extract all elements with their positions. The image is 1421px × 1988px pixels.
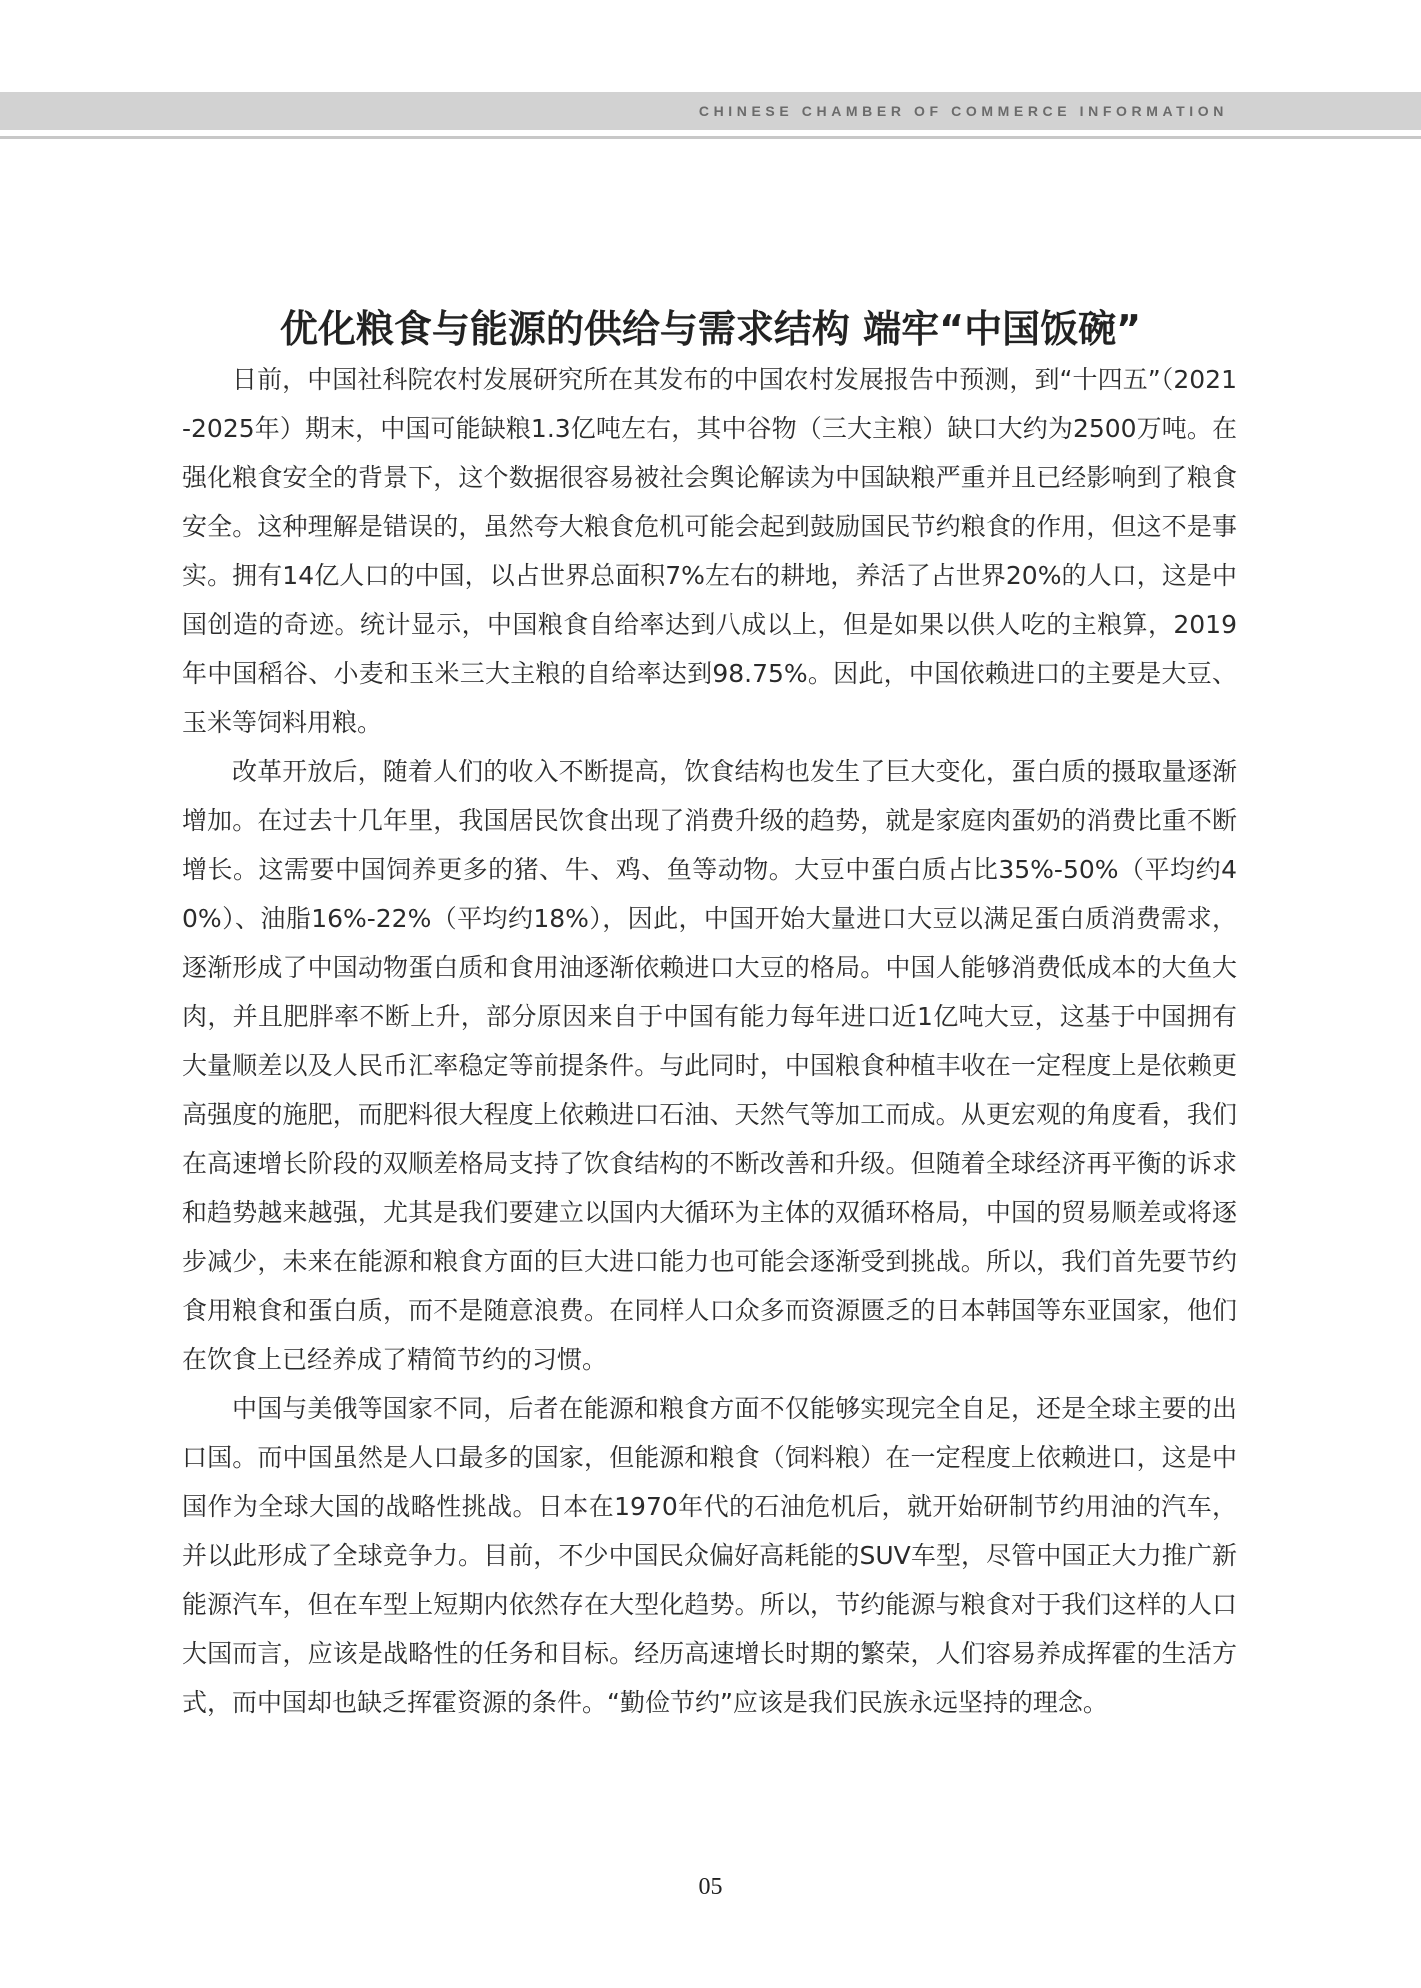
- paragraph: 改革开放后，随着人们的收入不断提高，饮食结构也发生了巨大变化，蛋白质的摄取量逐渐增加。在过去十几年里，我国居民饮食出现了消费升级的趋势，就是家庭肉蛋奶的消费比重不断增长。这需要中国饲养更多的猪、牛、鸡、鱼等动物。大豆中蛋白质占比35%-50%（平均约40%）、油脂16%-22%（平均约18%），因此，中国开始大量进口大豆以满足蛋白质消费需求，逐渐形成了中国动物蛋白质和食用油逐渐依赖进口大豆的格局。中国人能够消费低成本的大鱼大肉，并且肥胖率不断上升，部分原因来自于中国有能力每年进口近1亿吨大豆，这基于中国拥有大量顺差以及人民币汇率稳定等前提条件。与此同时，中国粮食种植丰收在一定程度上是依赖更高强度的施肥，而肥料很大程度上依赖进口石油、天然气等加工而成。从更宏观的角度看，我们在高速增长阶段的双顺差格局支持了饮食结构的不断改善和升级。但随着全球经济再平衡的诉求和趋势越来越强，尤其是我们要建立以国内大循环为主体的双循环格局，中国的贸易顺差或将逐步减少，未来在能源和粮食方面的巨大进口能力也可能会逐渐受到挑战。所以，我们首先要节约食用粮食和蛋白质，而不是随意浪费。在同样人口众多而资源匮乏的日本韩国等东亚国家，他们在饮食上已经养成了精简节约的习惯。: [182, 757, 1237, 1374]
- article-title: 优化粮食与能源的供给与需求结构 端牢“中国饭碗”: [279, 307, 1142, 352]
- header-divider: [0, 136, 1421, 139]
- page-number: 05: [698, 1874, 723, 1900]
- article-body: [182, 355, 1237, 1727]
- running-header: CHINESE CHAMBER OF COMMERCE INFORMATION: [698, 103, 1228, 119]
- paragraph: 日前，中国社科院农村发展研究所在其发布的中国农村发展报告中预测，到“十四五”（2021-2025年）期末，中国可能缺粮1.3亿吨左右，其中谷物（三大主粮）缺口大约为2500万吨。在强化粮食安全的背景下，这个数据很容易被社会舆论解读为中国缺粮严重并且已经影响到了粮食安全。这种理解是错误的，虽然夸大粮食危机可能会起到鼓励国民节约粮食的作用，但这不是事实。拥有14亿人口的中国，以占世界总面积7%左右的耕地，养活了占世界20%的人口，这是中国创造的奇迹。统计显示，中国粮食自给率达到八成以上，但是如果以供人吃的主粮算，2019年中国稻谷、小麦和玉米三大主粮的自给率达到98.75%。因此，中国依赖进口的主要是大豆、玉米等饲料用粮。: [182, 365, 1237, 737]
- paragraph: 中国与美俄等国家不同，后者在能源和粮食方面不仅能够实现完全自足，还是全球主要的出口国。而中国虽然是人口最多的国家，但能源和粮食（饲料粮）在一定程度上依赖进口，这是中国作为全球大国的战略性挑战。日本在1970年代的石油危机后，就开始研制节约用油的汽车，并以此形成了全球竞争力。目前，不少中国民众偏好高耗能的SUV车型，尽管中国正大力推广新能源汽车，但在车型上短期内依然存在大型化趋势。所以，节约能源与粮食对于我们这样的人口大国而言，应该是战略性的任务和目标。经历高速增长时期的繁荣，人们容易养成挥霍的生活方式，而中国却也缺乏挥霍资源的条件。“勤俭节约”应该是我们民族永远坚持的理念。: [182, 1394, 1237, 1717]
